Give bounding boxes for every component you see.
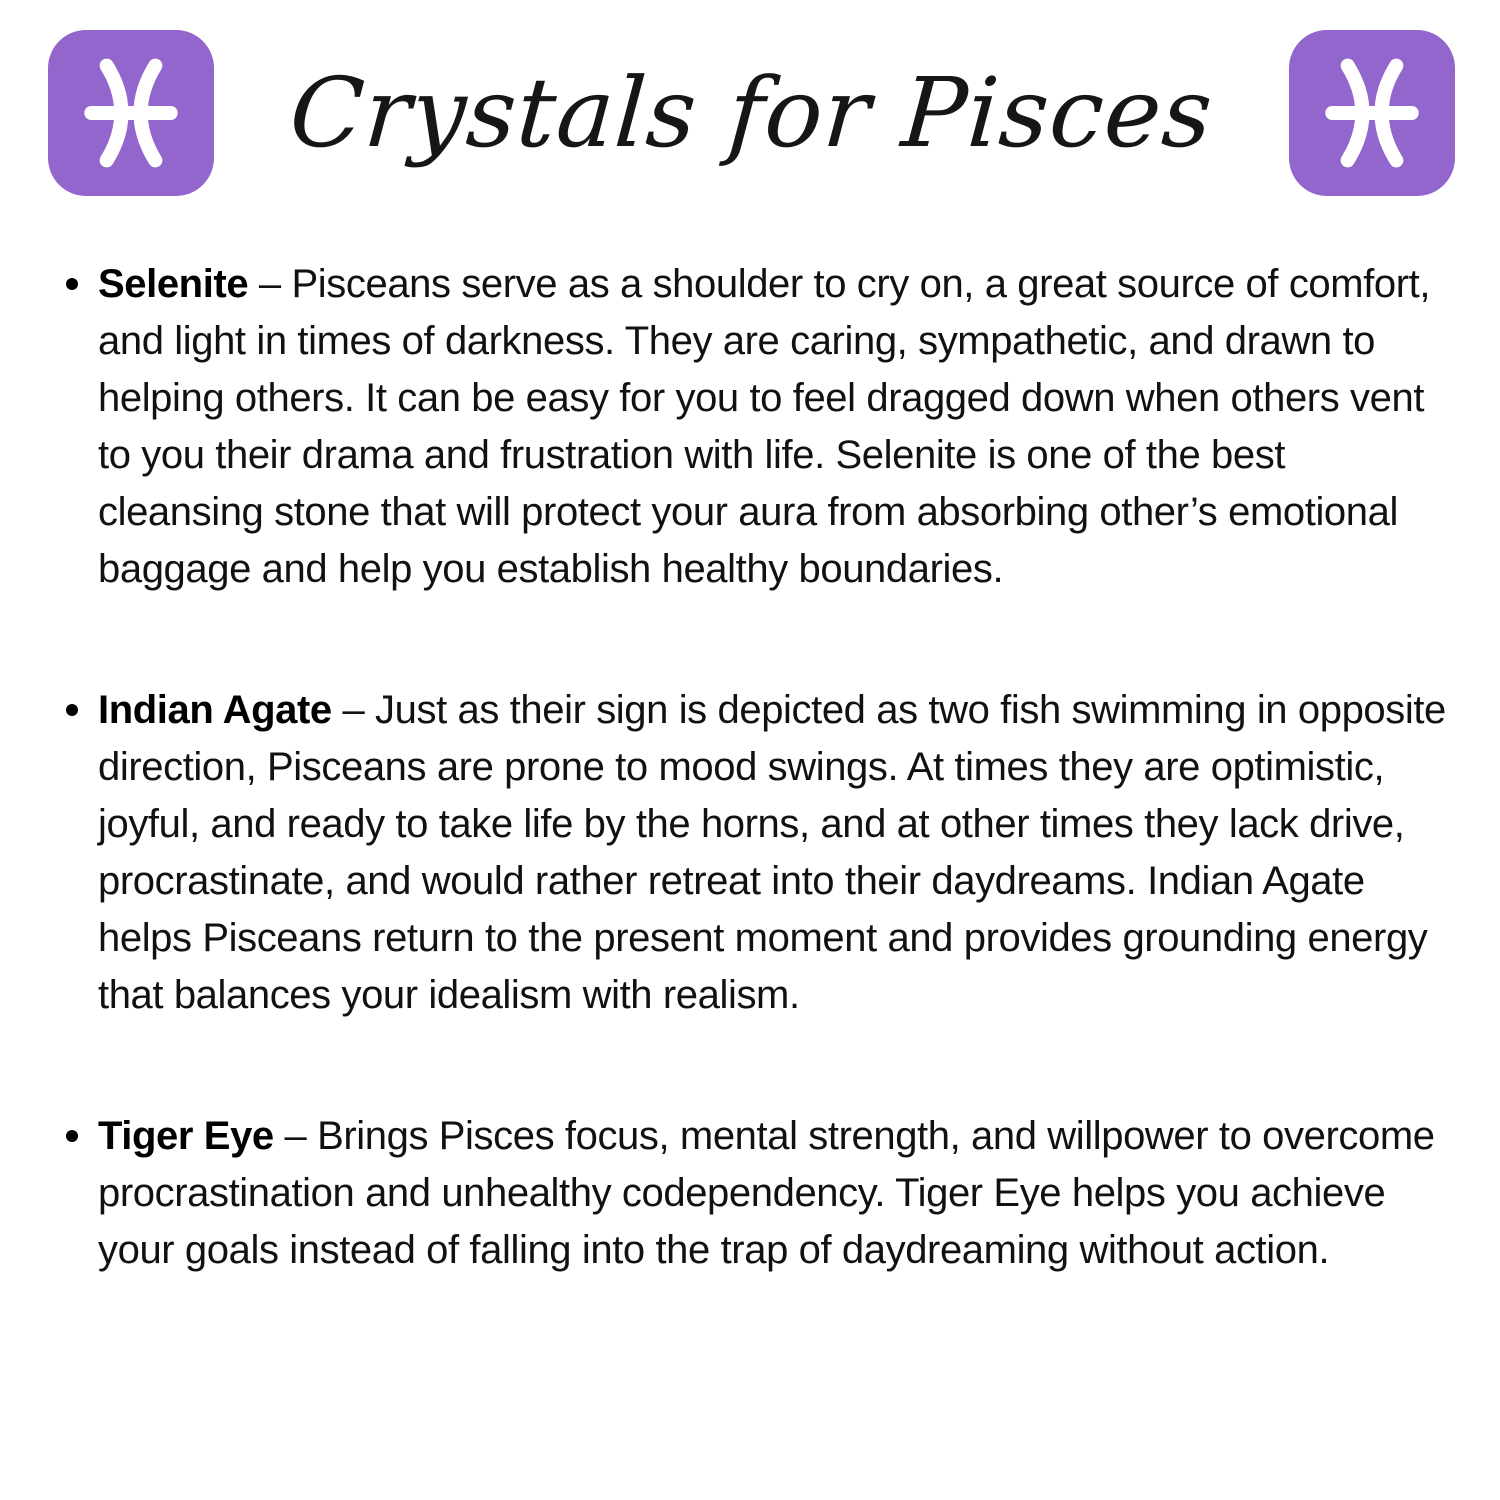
list-item-tiger-eye (62, 1108, 1448, 1279)
header (0, 0, 1500, 196)
crystal-text (98, 1108, 1448, 1279)
pisces-glyph (1308, 49, 1436, 177)
crystal-name: Tiger Eye (98, 1114, 274, 1158)
dash-separator: – (284, 1114, 307, 1158)
crystal-text (98, 256, 1448, 598)
crystal-list (62, 256, 1448, 1279)
crystal-name: Indian Agate (98, 688, 332, 732)
pisces-icon-left (48, 30, 214, 196)
crystal-text (98, 682, 1448, 1024)
bullet-icon (66, 1130, 78, 1142)
crystal-description: Just as their sign is depicted as two fish swimming in opposite direction, Pisceans are prone to mood swings. At times they are optimistic, joyful, and ready to take life by the horns, and at other times they lack drive, procrastinate, and would rather retreat into their daydreams. Indian Agate helps Pisceans return to the present moment and provides grounding energy that balances your idealism with realism. (98, 688, 1446, 1017)
crystal-name: Selenite (98, 262, 249, 306)
bullet-icon (66, 704, 78, 716)
dash-separator: – (342, 688, 365, 732)
pisces-icon-right (1289, 30, 1455, 196)
list-item-selenite (62, 256, 1448, 598)
page-title: Crystals for Pisces (286, 57, 1217, 169)
content (0, 196, 1500, 1279)
bullet-icon (66, 278, 78, 290)
list-item-indian-agate (62, 682, 1448, 1024)
dash-separator: – (258, 262, 281, 306)
crystal-description: Brings Pisces focus, mental strength, and willpower to overcome procrastination and unhealthy codependency. Tiger Eye helps you achieve your goals instead of falling into the trap of daydreaming without action. (98, 1114, 1435, 1272)
pisces-glyph (67, 49, 195, 177)
crystal-description: Pisceans serve as a shoulder to cry on, a great source of comfort, and light in times of darkness. They are caring, sympathetic, and drawn to helping others. It can be easy for you to feel dragged down when others vent to you their drama and frustration with life. Selenite is one of the best cleansing stone that will protect your aura from absorbing other’s emotional baggage and help you establish healthy boundaries. (98, 262, 1431, 591)
